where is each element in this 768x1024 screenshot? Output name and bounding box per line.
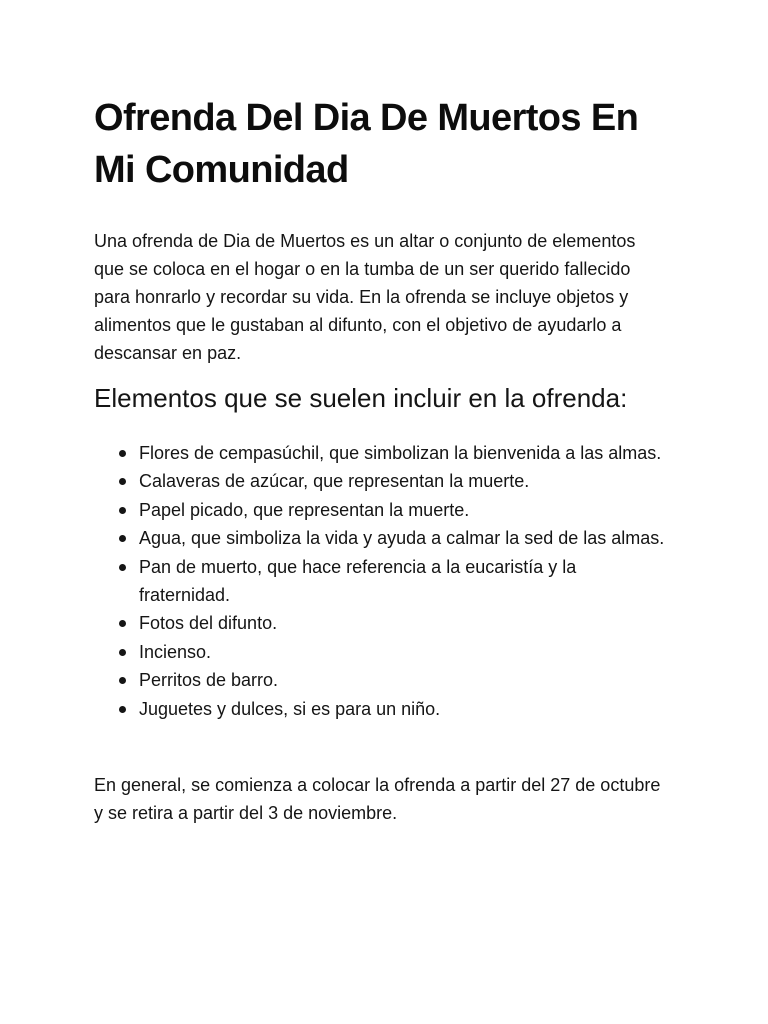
closing-paragraph: En general, se comienza a colocar la ofrenda a partir del 27 de octubre y se retira a partir del 3 de noviembre. bbox=[94, 775, 661, 824]
list-item bbox=[139, 467, 669, 495]
document-page bbox=[94, 92, 674, 827]
list-item bbox=[139, 609, 669, 637]
list-item bbox=[139, 524, 669, 552]
bullet-icon bbox=[119, 564, 126, 571]
document-title: Ofrenda Del Dia De Muertos En Mi Comunidad bbox=[94, 97, 639, 191]
list-item-text: Papel picado, que representan la muerte. bbox=[139, 499, 470, 520]
list-item bbox=[139, 439, 669, 467]
bullet-icon bbox=[119, 535, 126, 542]
intro-paragraph: Una ofrenda de Dia de Muertos es un altar o conjunto de elementos que se coloca en el hogar o en la tumba de un ser querido fallecido para honrarlo y recordar su vida. En la ofrenda se incluye objetos y alimentos que le gustaban al difunto, con el objetivo de ayudarlo a descansar en paz. bbox=[94, 231, 636, 363]
list-item bbox=[139, 666, 669, 694]
bullet-icon bbox=[119, 649, 126, 656]
list-item bbox=[139, 695, 669, 723]
list-item bbox=[139, 553, 669, 610]
bullet-icon bbox=[119, 507, 126, 514]
bullet-icon bbox=[119, 450, 126, 457]
bullet-icon bbox=[119, 706, 126, 713]
list-item-text: Flores de cempasúchil, que simbolizan la bienvenida a las almas. bbox=[139, 443, 662, 463]
list-item bbox=[139, 496, 669, 524]
list-item-text: Agua, que simboliza la vida y ayuda a calmar la sed de las almas. bbox=[139, 528, 665, 549]
list-item-text: Calaveras de azúcar, que representan la muerte. bbox=[139, 471, 530, 492]
list-item-text: Pan de muerto, que hace referencia a la eucaristía y la fraternidad. bbox=[139, 556, 577, 606]
bullet-icon bbox=[119, 677, 126, 684]
list-item-text: Incienso. bbox=[139, 641, 212, 662]
list-item-text: Juguetes y dulces, si es para un niño. bbox=[139, 698, 441, 719]
list-item-text: Perritos de barro. bbox=[139, 670, 279, 691]
list-item bbox=[139, 638, 669, 666]
bullet-icon bbox=[119, 620, 126, 627]
bullet-icon bbox=[119, 478, 126, 485]
elements-subheading: Elementos que se suelen incluir en la ofrenda: bbox=[94, 383, 628, 413]
elements-list bbox=[94, 439, 674, 723]
list-item-text: Fotos del difunto. bbox=[139, 613, 278, 634]
